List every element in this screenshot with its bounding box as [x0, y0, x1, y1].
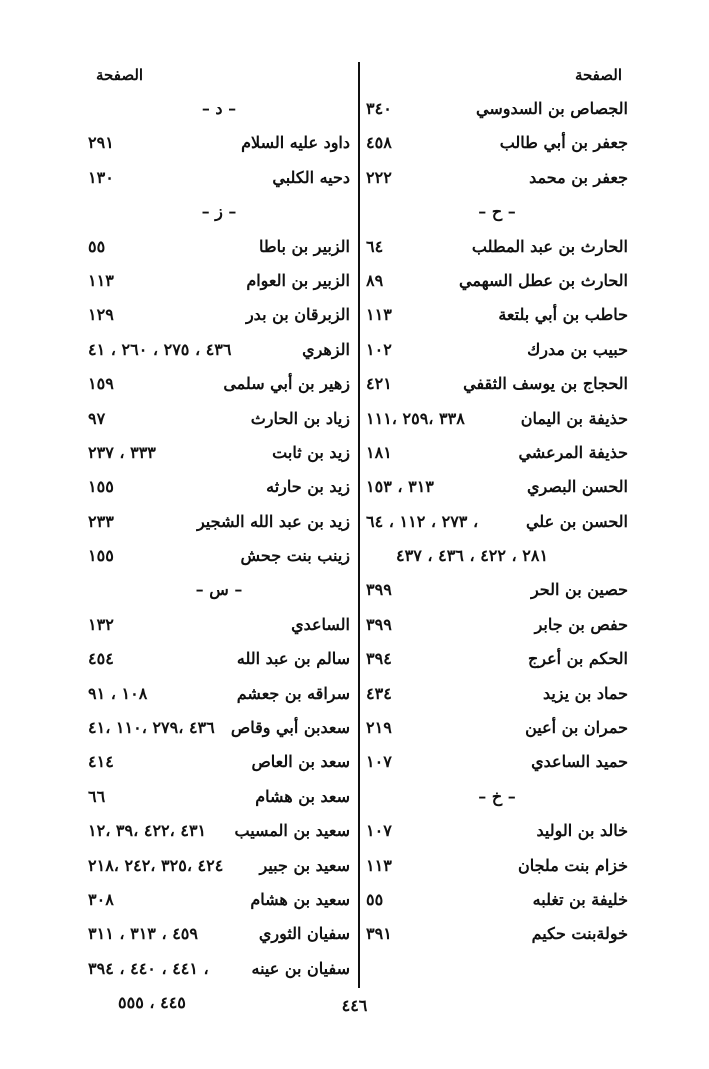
entry-name: دحيه الكلبي: [272, 167, 350, 187]
entry-pages: ١٠٨ ، ٩١: [88, 683, 148, 703]
entry-pages: ١٥٥: [88, 477, 114, 497]
index-entry: [366, 677, 628, 711]
entry-name: سعيد بن المسيب: [234, 821, 350, 841]
entry-pages: ١٥٩: [88, 374, 114, 394]
index-entry: [88, 711, 350, 745]
entry-pages: ٣٩٩: [366, 614, 392, 634]
entry-name: خليفة بن تغلبه: [532, 889, 628, 909]
section-letter: – د –: [201, 99, 237, 118]
index-entry: [88, 126, 350, 160]
entry-pages: ٣١٣ ، ١٥٣: [366, 477, 434, 497]
index-entry: [88, 952, 350, 986]
entry-name: الزهري: [302, 339, 350, 359]
entry-pages: ٤٣٤: [366, 683, 392, 703]
entry-pages: ٤١٤: [88, 752, 114, 772]
entry-pages: ٩٧: [88, 408, 106, 428]
entry-pages: ٣٤٠: [366, 99, 392, 118]
section-letter: – ح –: [478, 202, 516, 222]
index-entry: [366, 161, 628, 195]
entry-pages: ٥٥: [88, 236, 106, 256]
index-entry: [366, 92, 628, 126]
index-entry: [88, 539, 350, 573]
page-number: ٤٤٦: [341, 996, 368, 1015]
entry-pages: ٤٥٨: [366, 133, 392, 153]
entry-pages: ٢٢٢: [366, 167, 392, 187]
index-entry: [88, 917, 350, 951]
entry-pages: ٢٣٣: [88, 511, 114, 531]
entry-name: الزبير بن باطا: [259, 236, 350, 256]
index-entry: [366, 608, 628, 642]
entry-name: سعيد بن هشام: [250, 889, 350, 909]
index-entry: [88, 436, 350, 470]
index-entry: [366, 642, 628, 676]
entry-pages: ٤٥٤: [88, 649, 114, 669]
entry-pages: ٤٣١ ،٤٢٢ ،٣٩ ،١٢: [88, 821, 207, 841]
index-entry: [88, 505, 350, 539]
index-entry: [366, 402, 628, 436]
entry-pages: ٨٩: [366, 270, 384, 290]
entry-name: جعفر بن محمد: [529, 167, 628, 187]
index-entry: [366, 367, 628, 401]
index-entry: [88, 814, 350, 848]
index-entry: [88, 298, 350, 332]
entry-pages: ٣٩٩: [366, 580, 392, 600]
entry-name: حمران بن أعين: [525, 718, 628, 738]
index-entry: [366, 711, 628, 745]
index-entry: [366, 573, 628, 607]
entry-pages: ٦٤: [366, 236, 384, 256]
section-letter-heading: [88, 573, 350, 607]
index-entry: [88, 333, 350, 367]
entry-name: الساعدي: [291, 614, 350, 634]
entry-pages: ٣٩١: [366, 924, 392, 944]
entry-pages: ١١٣: [366, 855, 392, 875]
entry-name: الزبير بن العوام: [246, 270, 350, 290]
entry-pages: ٤٢١: [366, 374, 392, 394]
entry-name: زيد بن عبد الله الشجير: [196, 511, 350, 531]
entry-name: سفيان الثوري: [258, 924, 350, 944]
entry-name: سالم بن عبد الله: [236, 649, 350, 669]
index-entry: [88, 161, 350, 195]
index-entry: [366, 230, 628, 264]
entry-name: زهير بن أبي سلمى: [223, 374, 350, 394]
index-entry: [366, 126, 628, 160]
index-entry: [88, 677, 350, 711]
entry-pages: ٤٢٤ ،٣٢٥ ،٢٤٢ ،٢١٨: [88, 855, 224, 875]
entry-name: حميد الساعدي: [531, 752, 628, 772]
entry-pages: ٣٠٨: [88, 889, 114, 909]
entry-name: سعد بن العاص: [251, 752, 350, 772]
index-entry: [366, 814, 628, 848]
entry-name: حاطب بن أبي بلتعة: [498, 305, 628, 325]
index-entry: [88, 367, 350, 401]
entry-pages: ١١٣: [88, 270, 114, 290]
entry-name: حصين بن الحر: [530, 580, 628, 600]
index-entry: [366, 436, 628, 470]
entry-pages: ٣٩٤: [366, 649, 392, 669]
entry-name: الحسن بن علي: [525, 511, 628, 531]
index-entry: [366, 470, 628, 504]
index-entry: [88, 608, 350, 642]
entry-name: زيد بن حارثه: [266, 477, 350, 497]
entry-pages: ٣٣٣ ، ٢٣٧: [88, 442, 156, 462]
entry-name: زياد بن الحارث: [250, 408, 350, 428]
left-column-entries: [88, 92, 350, 1021]
entry-name: الحارث بن عبد المطلب: [471, 236, 628, 256]
index-entry: [366, 745, 628, 779]
index-entry: [366, 883, 628, 917]
entry-name: حبيب بن مدرك: [527, 339, 628, 359]
index-entry: [88, 780, 350, 814]
entry-name: سعيد بن جبير: [259, 855, 350, 875]
page-column-header: الصفحة: [96, 66, 144, 84]
entry-name: الحارث بن عطل السهمي: [459, 270, 628, 290]
index-entry: [366, 298, 628, 332]
entry-pages: ٢٨١ ، ٤٢٢ ، ٤٣٦ ، ٤٣٧: [396, 546, 549, 566]
index-entry: [88, 849, 350, 883]
entry-name: الحسن البصري: [526, 477, 628, 497]
entry-name: الحجاج بن يوسف الثقفي: [463, 374, 628, 394]
entry-pages: ١٨١: [366, 442, 392, 462]
entry-name: الحكم بن أعرج: [527, 649, 628, 669]
section-letter-heading: [366, 780, 628, 814]
index-entry: [366, 849, 628, 883]
entry-name: زيد بن ثابت: [272, 442, 350, 462]
entry-name: جعفر بن أبي طالب: [499, 133, 628, 153]
section-letter: – ز –: [201, 202, 237, 222]
entry-pages: ١٥٥: [88, 546, 114, 566]
entry-pages: ٣٣٨ ،٢٥٩ ،١١١: [366, 408, 465, 428]
entry-name: حماد بن يزيد: [542, 683, 628, 703]
entry-name: خالد بن الوليد: [536, 821, 628, 841]
entry-pages: ١٠٧: [366, 752, 392, 772]
index-entry-continuation: [366, 539, 628, 573]
entry-name: سراقه بن جعشم: [236, 683, 350, 703]
entry-pages: ١٠٧: [366, 821, 392, 841]
entry-pages: ١٠٢: [366, 339, 392, 359]
entry-pages: ٤٥٩ ، ٣١٣ ، ٣١١: [88, 924, 198, 944]
entry-name: داود عليه السلام: [241, 133, 350, 153]
index-entry: [88, 402, 350, 436]
entry-name: خولةبنت حكيم: [531, 924, 628, 944]
entry-pages: ١١٣: [366, 305, 392, 325]
entry-pages: ، ٢٧٣ ، ١١٢ ، ٦٤: [366, 511, 479, 531]
index-entry: [366, 505, 628, 539]
entry-pages: ١٢٩: [88, 305, 114, 325]
entry-name: خزام بنت ملجان: [517, 855, 628, 875]
entry-name: سعد بن هشام: [255, 786, 350, 806]
right-column: [366, 58, 628, 952]
index-entry: [366, 264, 628, 298]
index-entry: [88, 264, 350, 298]
entry-pages: ٤٤٥ ، ٥٥٥: [118, 993, 186, 1013]
entry-name: حفص بن جابر: [534, 614, 628, 634]
index-entry: [366, 917, 628, 951]
entry-name: سفيان بن عينه: [251, 958, 350, 978]
left-column: [88, 58, 350, 1021]
entry-pages: ٥٥: [366, 889, 384, 909]
entry-name: الزبرقان بن بدر: [245, 305, 350, 325]
section-letter-heading: [88, 195, 350, 229]
index-entry: [88, 470, 350, 504]
index-entry: [88, 230, 350, 264]
entry-name: زينب بنت جحش: [240, 546, 350, 566]
section-letter-heading: [88, 92, 350, 126]
entry-pages: ١٣٠: [88, 167, 114, 187]
entry-pages: ١٣٢: [88, 614, 114, 634]
index-entry: [366, 333, 628, 367]
entry-name: سعدبن أبي وقاص: [230, 718, 350, 738]
entry-pages: ٢١٩: [366, 718, 392, 738]
entry-pages: ، ٤٤١ ، ٤٤٠ ، ٣٩٤: [88, 958, 209, 978]
page-column-header: الصفحة: [574, 66, 622, 84]
right-column-entries: [366, 92, 628, 952]
index-entry: [88, 883, 350, 917]
entry-name: الجصاص بن السدوسي: [476, 99, 628, 118]
entry-pages: ٢٩١: [88, 133, 114, 153]
section-letter-heading: [366, 195, 628, 229]
index-entry: [88, 745, 350, 779]
entry-name: حذيفة المرعشي: [518, 442, 628, 462]
entry-pages: ٤٣٦ ، ٢٧٥ ، ٢٦٠ ، ٤١: [88, 339, 232, 359]
column-divider: [358, 62, 360, 988]
section-letter: – خ –: [478, 786, 516, 806]
section-letter: – س –: [195, 580, 243, 600]
entry-name: حذيفة بن اليمان: [520, 408, 628, 428]
entry-pages: ٦٦: [88, 786, 106, 806]
index-entry: [88, 642, 350, 676]
entry-pages: ٤٣٦ ،٢٧٩ ،١١٠ ،٤١: [88, 718, 215, 738]
